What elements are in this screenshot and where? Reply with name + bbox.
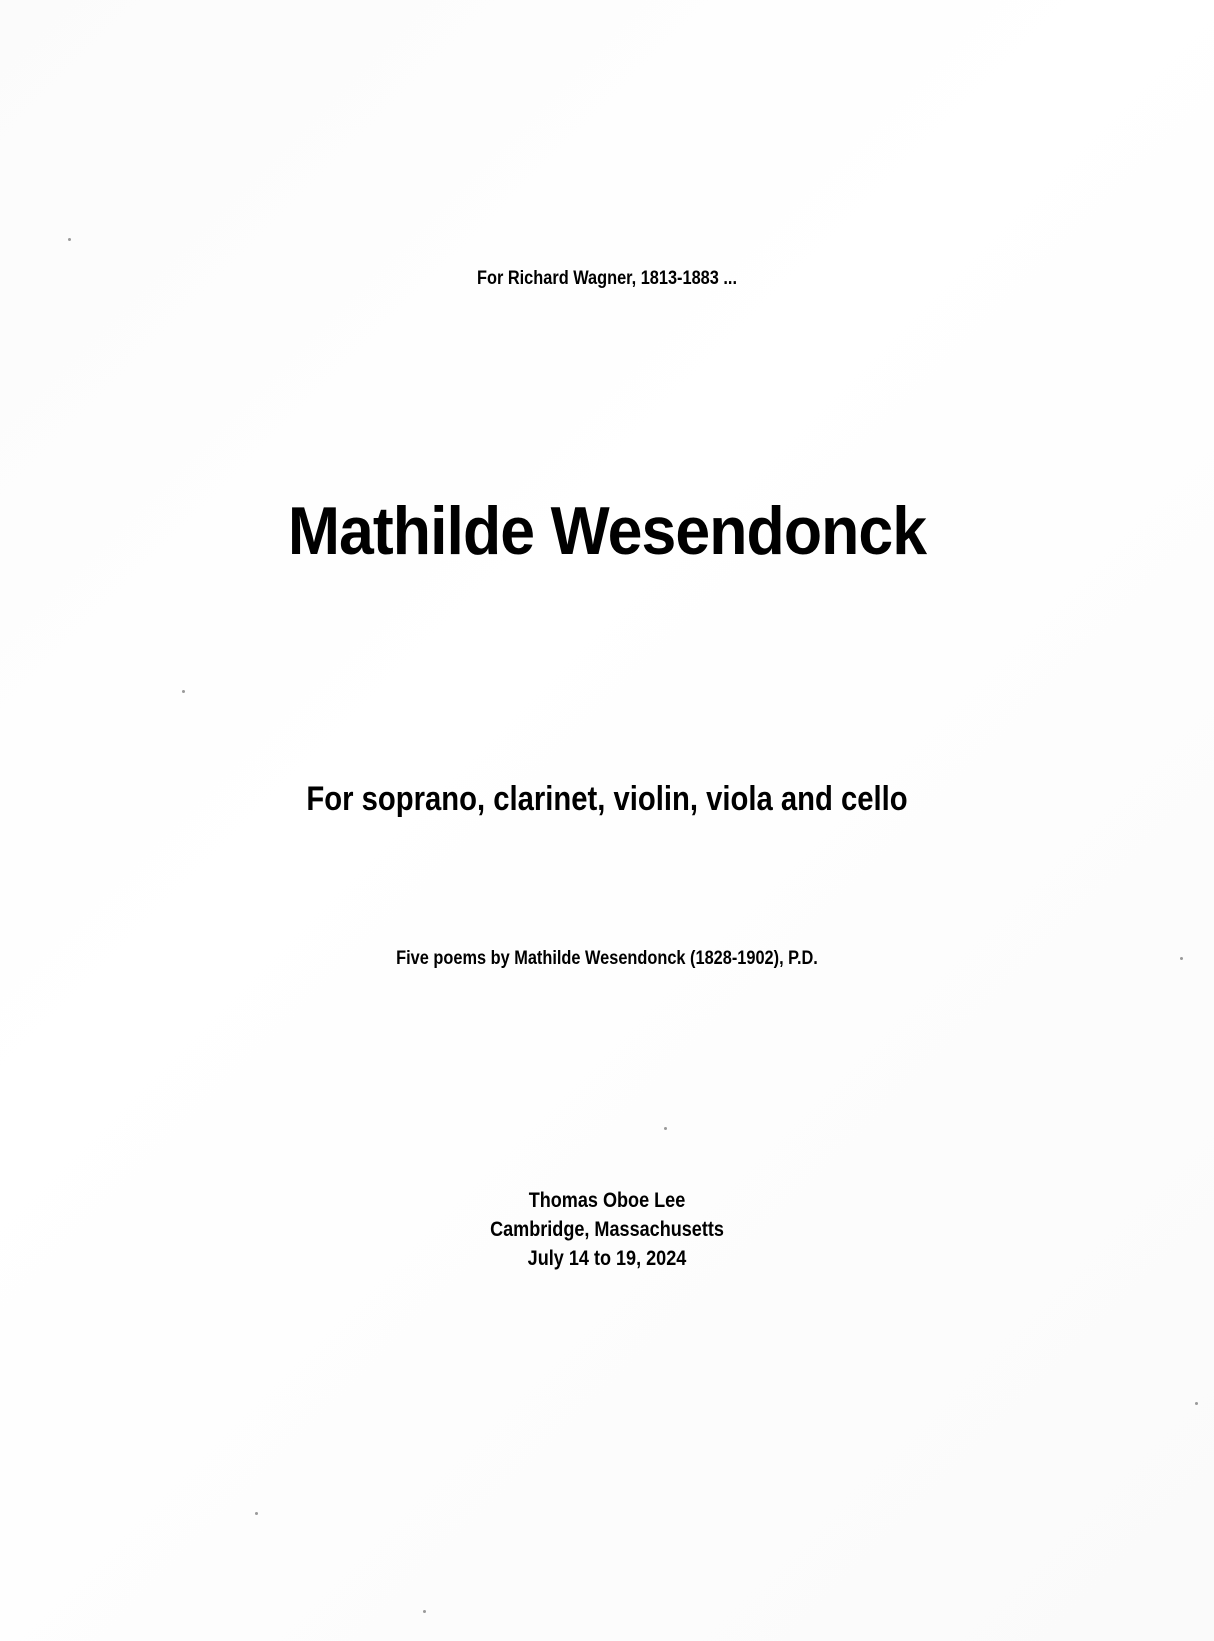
composition-location: Cambridge, Massachusetts bbox=[490, 1218, 724, 1241]
scan-speck bbox=[182, 690, 185, 693]
scan-speck bbox=[1180, 957, 1183, 960]
composer-block bbox=[85, 1186, 1129, 1273]
composer-name: Thomas Oboe Lee bbox=[528, 1189, 686, 1212]
instrumentation: For soprano, clarinet, violin, viola and cello bbox=[306, 780, 908, 818]
scan-speck bbox=[1195, 1402, 1198, 1405]
scan-speck bbox=[423, 1610, 426, 1613]
scan-speck bbox=[664, 1127, 667, 1130]
text-source: Five poems by Mathilde Wesendonck (1828-1902), P.D. bbox=[396, 948, 818, 969]
page-title: Mathilde Wesendonck bbox=[287, 493, 927, 569]
scan-speck bbox=[255, 1512, 258, 1515]
composition-dates: July 14 to 19, 2024 bbox=[527, 1247, 687, 1270]
scan-speck bbox=[68, 238, 71, 241]
dedication: For Richard Wagner, 1813-1883 ... bbox=[476, 268, 738, 289]
